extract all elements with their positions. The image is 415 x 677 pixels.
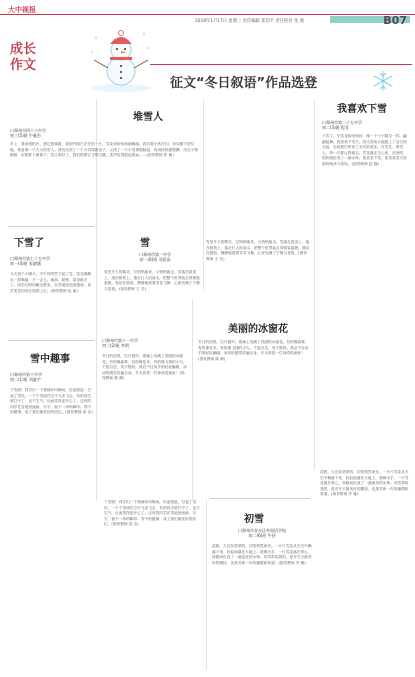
article-byline: 口郑州市第一中学 初一(6)班 刘思雨 bbox=[139, 252, 171, 263]
column-divider bbox=[314, 100, 315, 470]
article-body: 清晨，天还灰蒙蒙的，初雪悄然而至。一片片雪花从天空中飘落下来，轻轻地落在大地上。我伸出手，一片雪花落在掌心，转眼间化成了一滴晶莹的水珠。初雪带给我的，是对冬天最美好的期待，也是对新一年的憧憬和希望。(指导教师 齐 娜) bbox=[212, 544, 312, 565]
article-byline: 口郑州市第十一中学 初三(2)班 李明 bbox=[102, 338, 138, 349]
article-byline: 口郑州市四十八中学 初三(5)班 牛雅杰 bbox=[10, 128, 46, 139]
newspaper-logo: 大中视报 bbox=[8, 6, 36, 14]
article-body: 今天是个大晴天，中午却突然下起了雪。雪花像鹅毛一样飘落，不一会儿，地面、树梢、屋顶都白了。同学们纷纷跑出教室，在雪地里追逐嬉戏，欢声笑语回荡在校园上空。(指导教师 赵 丽) bbox=[10, 272, 92, 293]
article-title-first-snow: 初雪 bbox=[244, 514, 264, 525]
article-body-continued: 下雪啦！同学们一下课就冲向操场，你追我赶，打起了雪仗。一个个雪球在空中飞来飞去，有的同学被打中了，也不生气，反而笑得更开心了。还有的同学在雪地里画画、写字，留下一串串脚印。雪中的趣事，成了我们最美好的回忆。(指导教师 高 洁) bbox=[104, 500, 200, 527]
article-body: 下雪了，小雪花纷纷扬扬，像一个个小精灵一样，翩翩起舞。我喜欢下雪天，因为雪给大地披上了洁白的衣裳，也给我们带来了无尽的欢乐。打雪仗、堆雪人，每一次都让我难忘。雪花落在手心里，凉凉的，很快就化成了一滴水珠。我喜欢下雪，更喜欢雪天里那份纯净与美好。(指导教师 赵 静) bbox=[322, 134, 407, 166]
article-title-it-snowed: 下雪了 bbox=[14, 238, 44, 249]
issue-meta: 2018年1月17日 星期三 责任编辑 崔印平 责任校对 张 燕 bbox=[195, 19, 304, 24]
article-body: 早上，我来到阳台，透过玻璃窗，看到外面白茫茫的一片，雪花纷纷扬扬地飘落。我拉着小伙伴们，奔向楼下的空地，准备堆一个大大的雪人。我们先滚了一个大雪球做身子，又滚了一个小雪球做脑袋，再用树枝做胳膊，用石子做眼睛，用胡萝卜做鼻子。雪人堆好了，我们围着它又唱又跳，笑声传得很远很远……(指导教师 张 敏) bbox=[10, 142, 199, 158]
section-label: 成长作文 bbox=[10, 42, 37, 73]
section-rule bbox=[210, 498, 310, 499]
article-body: 下雪啦！同学们一下课就冲向操场，你追我赶，打起了雪仗。一个个雪球在空中飞来飞去，有的同学被打中了，也不生气，反而笑得更开心了。还有的同学在雪地里画画、写字，留下一串串脚印。雪中的趣事，成了我们最美好的回忆。(指导教师 高 洁) bbox=[10, 388, 93, 415]
article-title-like-snow: 我喜欢下雪 bbox=[337, 104, 387, 115]
article-title-snowman: 堆雪人 bbox=[133, 112, 163, 123]
article-title-snow: 雪 bbox=[140, 238, 150, 249]
page-headline: 征文“冬日叙语”作品选登 bbox=[170, 76, 318, 91]
section-rule bbox=[8, 340, 94, 341]
section-rule bbox=[8, 226, 94, 227]
page-number: B07 bbox=[383, 14, 407, 27]
snowman-illustration-icon bbox=[86, 26, 156, 92]
column-divider bbox=[192, 300, 193, 500]
article-title-snow-fun: 雪中趣事 bbox=[30, 354, 70, 365]
article-body-continued: 清晨，天还灰蒙蒙的，初雪悄然而至。一片片雪花从天空中飘落下来，轻轻地落在大地上。我伸出手，一片雪花落在掌心，转眼间化成了一滴晶莹的水珠。初雪带给我的，是对冬天最美好的期待，也是对新一年的憧憬和希望。(指导教师 齐 娜) bbox=[320, 470, 409, 497]
column-divider bbox=[203, 100, 204, 290]
article-byline: 口郑州市第七十五中学 初一(4)班 张晓涵 bbox=[10, 256, 50, 267]
article-body: 雪是冬天的精灵，它悄悄地来，又悄悄地走。雪落在屋顶上，落在树枝上，落在行人的肩头，把整个世界装点得银装素裹。我站在窗前，静静地看着雪花飞舞，心里充满了宁静与喜悦。(指导教师 王 芳) bbox=[104, 270, 200, 291]
article-byline: 口郑州市金水区外国语学校 初二(6)班 牛舒 bbox=[238, 528, 286, 539]
article-body-continued: 雪是冬天的精灵，它悄悄地来，又悄悄地走。雪落在屋顶上，落在树枝上，落在行人的肩头，把整个世界装点得银装素裹。我站在窗前，静静地看着雪花飞舞，心里充满了宁静与喜悦。(指导教师 王 芳) bbox=[206, 240, 310, 261]
column-divider bbox=[206, 500, 207, 670]
masthead-rule bbox=[0, 14, 415, 15]
article-title-ice-flowers: 美丽的冰窗花 bbox=[228, 324, 288, 335]
snowflake-icon bbox=[372, 70, 394, 92]
article-body-continued: 冬日的清晨，拉开窗帘，玻璃上结满了美丽的冰窗花。有的像森林，有的像花朵，有的像飞翔的小鸟，千姿百态，美不胜收。我忍不住用手指轻轻触碰，冰凉的感觉传遍全身。冬天真是一位神奇的画家！(指导教师 陈 静) bbox=[198, 340, 309, 361]
article-byline: 口郑州市第十中学 初二(1)班 刘鑫宇 bbox=[10, 372, 42, 383]
article-byline: 口郑州市第二十五中学 初二(3)班 程菲 bbox=[322, 120, 362, 131]
article-body: 冬日的清晨，拉开窗帘，玻璃上结满了美丽的冰窗花。有的像森林，有的像花朵，有的像飞翔的小鸟，千姿百态，美不胜收。我忍不住用手指轻轻触碰，冰凉的感觉传遍全身。冬天真是一位神奇的画家！(指导教师 陈 静) bbox=[102, 354, 187, 381]
